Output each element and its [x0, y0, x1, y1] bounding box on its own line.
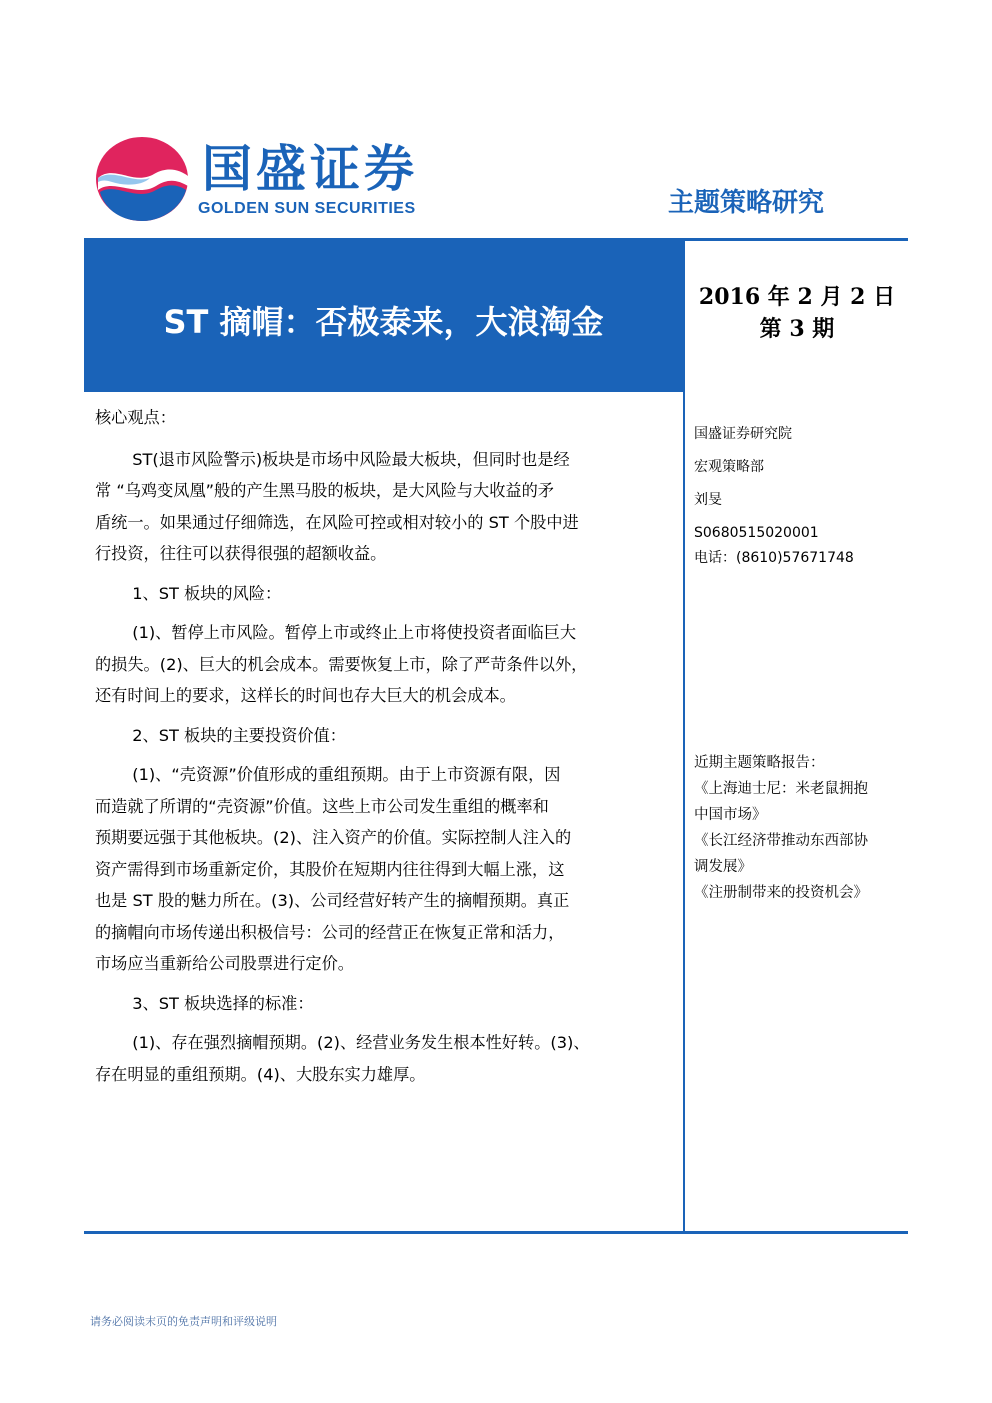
recent-reports-heading: 近期主题策略报告：	[694, 755, 825, 771]
disclaimer-note: 请务必阅读末页的免责声明和评级说明	[90, 1315, 277, 1328]
paragraph	[95, 617, 675, 712]
paragraph	[95, 1027, 675, 1090]
recent-report-item: 《注册制带来的投资机会》	[694, 885, 868, 901]
paragraph-line: 市场应当重新给公司股票进行定价。	[95, 954, 354, 973]
paragraph-line: 1、ST 板块的风险：	[132, 583, 282, 603]
paragraph-line: (1)、存在强烈摘帽预期。(2)、经营业务发生根本性好转。(3)、	[132, 1033, 590, 1052]
date-issue-block	[686, 281, 908, 345]
logo-english-name: GOLDEN SUN SECURITIES	[198, 200, 416, 217]
report-title: ST 摘帽：否极泰来，大浪淘金	[163, 303, 604, 341]
paragraph-line: (1)、暂停上市风险。暂停上市或终止上市将使投资者面临巨大	[132, 623, 577, 642]
paragraph-line: 3、ST 板块选择的标准：	[132, 993, 314, 1013]
department-name: 宏观策略部	[694, 459, 764, 475]
paragraph-line: 预期要远强于其他板块。(2)、注入资产的价值。实际控制人注入的	[95, 828, 572, 847]
analyst-info	[694, 418, 908, 571]
paragraph-line: 盾统一。如果通过仔细筛选，在风险可控或相对较小的 ST 个股中进	[95, 512, 579, 532]
recent-report-list	[694, 776, 908, 906]
paragraph-line: 而造就了所谓的“壳资源”价值。这些上市公司发生重组的概率和	[95, 796, 549, 816]
paragraph-line: 还有时间上的要求，这样长的时间也存大巨大的机会成本。	[95, 686, 516, 705]
company-logo	[94, 134, 464, 224]
paragraph-line: (1)、“壳资源”价值形成的重组预期。由于上市资源有限，因	[132, 765, 561, 784]
paragraph	[95, 759, 675, 980]
paragraph	[95, 988, 675, 1020]
logo-mark-icon	[94, 134, 190, 224]
paragraph-line: 也是 ST 股的魅力所在。(3)、公司经营好转产生的摘帽预期。真正	[95, 891, 570, 910]
recent-reports	[694, 750, 908, 906]
institute-name: 国盛证券研究院	[694, 426, 792, 442]
paragraph-line: ST(退市风险警示)板块是市场中风险最大板块，但同时也是经	[132, 449, 570, 469]
paragraph-line: 存在明显的重组预期。(4)、大股东实力雄厚。	[95, 1064, 426, 1084]
phone-number: 电话：(8610)57671748	[694, 550, 854, 566]
paragraph-line: 2、ST 板块的主要投资价值：	[132, 725, 346, 745]
paragraph	[95, 720, 675, 752]
recent-report-item: 《长江经济带推动东西部协	[694, 833, 868, 849]
recent-report-item: 中国市场》	[694, 807, 767, 823]
paragraph-list	[95, 444, 675, 1091]
license-number: S0680515020001	[694, 525, 819, 541]
paragraph	[95, 444, 675, 570]
recent-report-item: 调发展》	[694, 859, 752, 875]
report-date: 2016 年 2 月 2 日	[698, 284, 896, 310]
analyst-name: 刘旻	[694, 492, 722, 508]
paragraph-line: 的摘帽向市场传递出积极信号：公司的经营正在恢复正常和活力，	[95, 922, 565, 942]
core-view-heading: 核心观点：	[95, 408, 176, 427]
column-divider	[683, 241, 685, 1231]
title-banner	[84, 241, 683, 392]
main-content	[95, 402, 675, 1098]
logo-chinese-name: 国盛证券	[202, 140, 418, 198]
paragraph	[95, 578, 675, 610]
paragraph-line: 行投资，往往可以获得很强的超额收益。	[95, 544, 387, 563]
paragraph-line: 常 “乌鸡变凤凰”般的产生黑马股的板块，是大风险与大收益的矛	[95, 481, 554, 500]
bottom-divider	[84, 1231, 908, 1234]
paragraph-line: 的损失。(2)、巨大的机会成本。需要恢复上市，除了严苛条件以外，	[95, 654, 588, 674]
paragraph-line: 资产需得到市场重新定价，其股价在短期内往往得到大幅上涨，这	[95, 859, 565, 879]
issue-number: 第 3 期	[759, 316, 835, 342]
recent-report-item: 《上海迪士尼：米老鼠拥抱	[694, 781, 868, 797]
report-type: 主题策略研究	[668, 188, 825, 218]
